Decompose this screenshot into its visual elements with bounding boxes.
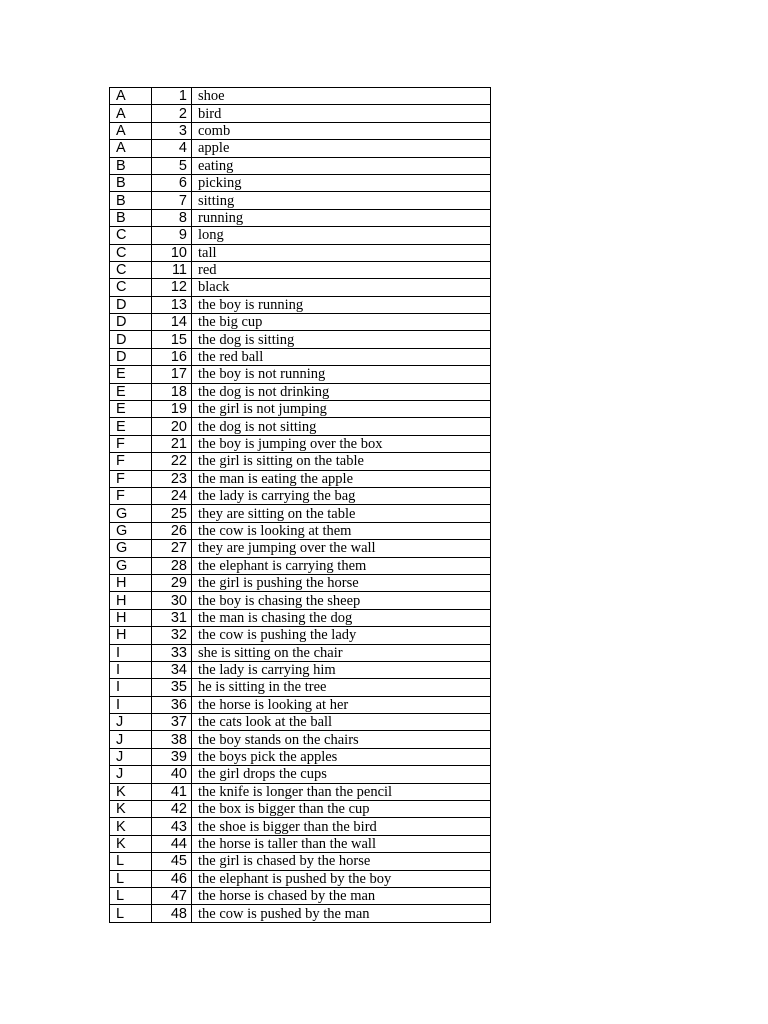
table-row: [110, 331, 491, 348]
table-row: [110, 679, 491, 696]
number-cell: 18: [152, 383, 192, 400]
item-text-cell: they are jumping over the wall: [192, 540, 491, 557]
group-cell: C: [110, 261, 152, 278]
group-cell: K: [110, 818, 152, 835]
item-text-cell: the boy is jumping over the box: [192, 435, 491, 452]
number-cell: 8: [152, 209, 192, 226]
group-cell: I: [110, 679, 152, 696]
group-cell: H: [110, 574, 152, 591]
group-cell: C: [110, 227, 152, 244]
group-cell: L: [110, 870, 152, 887]
item-text-cell: the cats look at the ball: [192, 714, 491, 731]
group-cell: A: [110, 105, 152, 122]
table-row: [110, 905, 491, 922]
group-cell: J: [110, 714, 152, 731]
table-row: [110, 105, 491, 122]
group-cell: F: [110, 435, 152, 452]
item-text-cell: long: [192, 227, 491, 244]
table-row: [110, 714, 491, 731]
number-cell: 27: [152, 540, 192, 557]
number-cell: 16: [152, 348, 192, 365]
item-text-cell: the dog is not sitting: [192, 418, 491, 435]
number-cell: 13: [152, 296, 192, 313]
group-cell: J: [110, 766, 152, 783]
item-text-cell: bird: [192, 105, 491, 122]
table-row: [110, 418, 491, 435]
group-cell: F: [110, 470, 152, 487]
item-text-cell: the shoe is bigger than the bird: [192, 818, 491, 835]
table-row: [110, 540, 491, 557]
group-cell: J: [110, 748, 152, 765]
item-text-cell: the cow is pushed by the man: [192, 905, 491, 922]
item-text-cell: she is sitting on the chair: [192, 644, 491, 661]
table-row: [110, 383, 491, 400]
group-cell: G: [110, 505, 152, 522]
item-text-cell: red: [192, 261, 491, 278]
group-cell: B: [110, 157, 152, 174]
number-cell: 30: [152, 592, 192, 609]
item-text-cell: he is sitting in the tree: [192, 679, 491, 696]
number-cell: 34: [152, 661, 192, 678]
number-cell: 42: [152, 801, 192, 818]
group-cell: K: [110, 783, 152, 800]
number-cell: 1: [152, 88, 192, 105]
number-cell: 43: [152, 818, 192, 835]
group-cell: D: [110, 348, 152, 365]
item-text-cell: shoe: [192, 88, 491, 105]
item-text-cell: the horse is looking at her: [192, 696, 491, 713]
table-row: [110, 261, 491, 278]
table-row: [110, 314, 491, 331]
number-cell: 47: [152, 887, 192, 904]
group-cell: L: [110, 887, 152, 904]
table-row: [110, 522, 491, 539]
item-text-cell: the elephant is pushed by the boy: [192, 870, 491, 887]
group-cell: C: [110, 244, 152, 261]
table-row: [110, 766, 491, 783]
table-row: [110, 592, 491, 609]
group-cell: I: [110, 644, 152, 661]
number-cell: 46: [152, 870, 192, 887]
item-text-cell: running: [192, 209, 491, 226]
group-cell: D: [110, 296, 152, 313]
number-cell: 36: [152, 696, 192, 713]
number-cell: 23: [152, 470, 192, 487]
number-cell: 3: [152, 122, 192, 139]
number-cell: 15: [152, 331, 192, 348]
item-text-cell: the man is chasing the dog: [192, 609, 491, 626]
group-cell: E: [110, 418, 152, 435]
item-text-cell: the lady is carrying the bag: [192, 487, 491, 504]
table-row: [110, 818, 491, 835]
number-cell: 5: [152, 157, 192, 174]
table-row: [110, 574, 491, 591]
table-row: [110, 609, 491, 626]
group-cell: B: [110, 174, 152, 191]
group-cell: H: [110, 592, 152, 609]
number-cell: 10: [152, 244, 192, 261]
table-row: [110, 296, 491, 313]
number-cell: 38: [152, 731, 192, 748]
table-row: [110, 627, 491, 644]
number-cell: 32: [152, 627, 192, 644]
table-row: [110, 227, 491, 244]
group-cell: D: [110, 331, 152, 348]
item-text-cell: apple: [192, 140, 491, 157]
number-cell: 40: [152, 766, 192, 783]
number-cell: 24: [152, 487, 192, 504]
item-text-cell: the lady is carrying him: [192, 661, 491, 678]
number-cell: 26: [152, 522, 192, 539]
group-cell: L: [110, 905, 152, 922]
table-row: [110, 801, 491, 818]
group-cell: B: [110, 209, 152, 226]
number-cell: 6: [152, 174, 192, 191]
table-row: [110, 661, 491, 678]
table-row: [110, 348, 491, 365]
group-cell: A: [110, 140, 152, 157]
group-cell: G: [110, 557, 152, 574]
item-text-cell: the horse is chased by the man: [192, 887, 491, 904]
number-cell: 35: [152, 679, 192, 696]
item-text-cell: the girl drops the cups: [192, 766, 491, 783]
item-text-cell: the horse is taller than the wall: [192, 835, 491, 852]
item-text-cell: they are sitting on the table: [192, 505, 491, 522]
group-cell: D: [110, 314, 152, 331]
item-text-cell: the cow is looking at them: [192, 522, 491, 539]
item-text-cell: the girl is chased by the horse: [192, 853, 491, 870]
group-cell: J: [110, 731, 152, 748]
table-row: [110, 835, 491, 852]
item-text-cell: the big cup: [192, 314, 491, 331]
item-text-cell: picking: [192, 174, 491, 191]
table-row: [110, 748, 491, 765]
number-cell: 7: [152, 192, 192, 209]
number-cell: 48: [152, 905, 192, 922]
table-row: [110, 192, 491, 209]
number-cell: 9: [152, 227, 192, 244]
table-row: [110, 853, 491, 870]
table-row: [110, 731, 491, 748]
table-row: [110, 157, 491, 174]
table-row: [110, 174, 491, 191]
number-cell: 21: [152, 435, 192, 452]
group-cell: C: [110, 279, 152, 296]
item-text-cell: black: [192, 279, 491, 296]
group-cell: I: [110, 661, 152, 678]
table-row: [110, 279, 491, 296]
table-row: [110, 505, 491, 522]
table-row: [110, 696, 491, 713]
item-text-cell: the girl is not jumping: [192, 401, 491, 418]
item-text-cell: the dog is sitting: [192, 331, 491, 348]
item-text-cell: the boy is not running: [192, 366, 491, 383]
number-cell: 45: [152, 853, 192, 870]
group-cell: H: [110, 627, 152, 644]
number-cell: 17: [152, 366, 192, 383]
table-row: [110, 366, 491, 383]
group-cell: B: [110, 192, 152, 209]
number-cell: 22: [152, 453, 192, 470]
number-cell: 12: [152, 279, 192, 296]
item-text-cell: the elephant is carrying them: [192, 557, 491, 574]
number-cell: 39: [152, 748, 192, 765]
number-cell: 29: [152, 574, 192, 591]
item-text-cell: the boys pick the apples: [192, 748, 491, 765]
group-cell: K: [110, 801, 152, 818]
number-cell: 2: [152, 105, 192, 122]
item-text-cell: the box is bigger than the cup: [192, 801, 491, 818]
group-cell: I: [110, 696, 152, 713]
table-row: [110, 435, 491, 452]
table-row: [110, 870, 491, 887]
item-table: [109, 87, 491, 923]
group-cell: A: [110, 88, 152, 105]
item-text-cell: the girl is sitting on the table: [192, 453, 491, 470]
table-row: [110, 557, 491, 574]
group-cell: K: [110, 835, 152, 852]
item-text-cell: the man is eating the apple: [192, 470, 491, 487]
number-cell: 20: [152, 418, 192, 435]
number-cell: 11: [152, 261, 192, 278]
item-text-cell: the dog is not drinking: [192, 383, 491, 400]
table-row: [110, 470, 491, 487]
item-text-cell: the boy is chasing the sheep: [192, 592, 491, 609]
item-text-cell: the boy stands on the chairs: [192, 731, 491, 748]
number-cell: 41: [152, 783, 192, 800]
number-cell: 14: [152, 314, 192, 331]
group-cell: E: [110, 383, 152, 400]
group-cell: H: [110, 609, 152, 626]
table-row: [110, 244, 491, 261]
number-cell: 19: [152, 401, 192, 418]
table-row: [110, 140, 491, 157]
group-cell: F: [110, 487, 152, 504]
table-row: [110, 88, 491, 105]
item-text-cell: the boy is running: [192, 296, 491, 313]
table-row: [110, 209, 491, 226]
number-cell: 4: [152, 140, 192, 157]
item-table-body: [110, 88, 491, 923]
item-text-cell: eating: [192, 157, 491, 174]
group-cell: G: [110, 522, 152, 539]
item-text-cell: sitting: [192, 192, 491, 209]
group-cell: L: [110, 853, 152, 870]
number-cell: 37: [152, 714, 192, 731]
group-cell: E: [110, 401, 152, 418]
table-row: [110, 487, 491, 504]
group-cell: G: [110, 540, 152, 557]
item-text-cell: the knife is longer than the pencil: [192, 783, 491, 800]
item-text-cell: comb: [192, 122, 491, 139]
item-text-cell: the girl is pushing the horse: [192, 574, 491, 591]
table-row: [110, 644, 491, 661]
item-text-cell: tall: [192, 244, 491, 261]
number-cell: 25: [152, 505, 192, 522]
group-cell: E: [110, 366, 152, 383]
number-cell: 28: [152, 557, 192, 574]
item-text-cell: the red ball: [192, 348, 491, 365]
number-cell: 33: [152, 644, 192, 661]
group-cell: A: [110, 122, 152, 139]
number-cell: 44: [152, 835, 192, 852]
table-row: [110, 783, 491, 800]
table-row: [110, 453, 491, 470]
item-text-cell: the cow is pushing the lady: [192, 627, 491, 644]
table-row: [110, 401, 491, 418]
table-row: [110, 122, 491, 139]
table-row: [110, 887, 491, 904]
number-cell: 31: [152, 609, 192, 626]
group-cell: F: [110, 453, 152, 470]
